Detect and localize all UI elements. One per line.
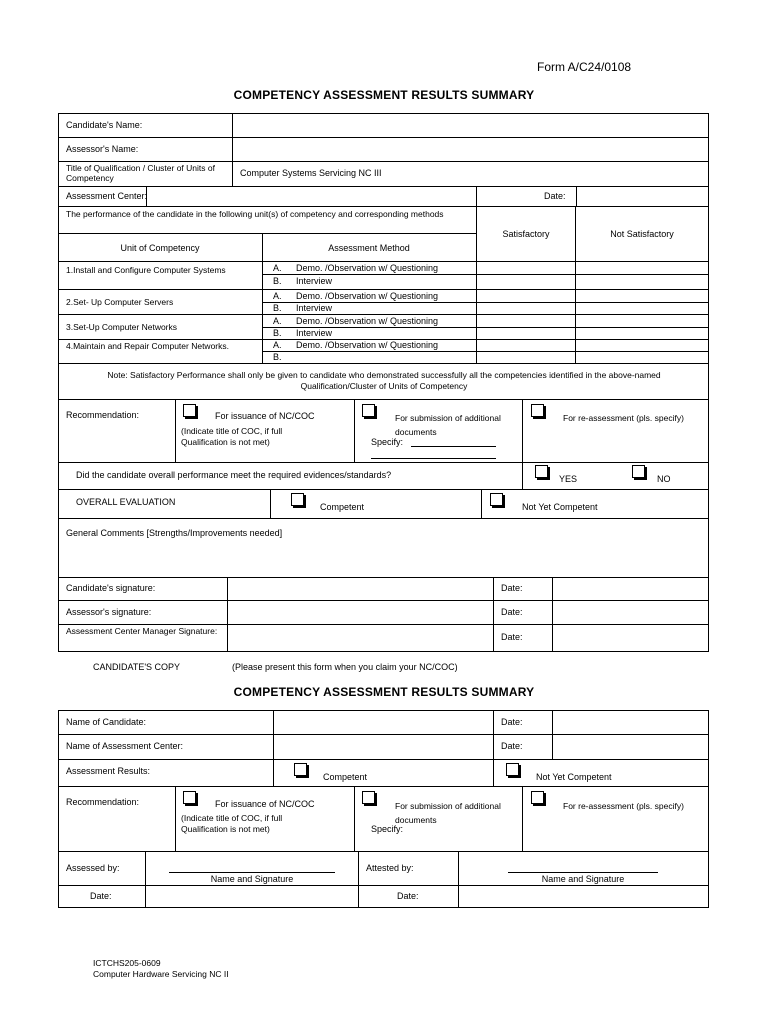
issuance-label: For issuance of NC/COC xyxy=(215,799,315,809)
name-of-center-field[interactable] xyxy=(275,736,492,758)
footer-code: ICTCHS205-0609 xyxy=(93,958,161,968)
satisfactory-note: Note: Satisfactory Performance shall only be given to candidate who demonstrated successfully all the competencies identified in the above-named Qualification/Cluster of Units of Competency xyxy=(107,370,661,391)
recommendation-label: Recommendation: xyxy=(66,797,140,807)
specify-label: Specify: xyxy=(371,824,404,834)
yes-label: YES xyxy=(559,474,578,484)
qualification-label: Title of Qualification / Cluster of Units of Competency xyxy=(66,163,215,183)
performance-text: The performance of the candidate in the following unit(s) of competency and corresponding methods xyxy=(66,209,444,219)
submission-checkbox[interactable] xyxy=(362,791,375,804)
name-and-signature-caption: Name and Signature xyxy=(210,874,294,884)
method-text: Demo. /Observation w/ Questioning xyxy=(296,291,439,301)
no-label: NO xyxy=(657,474,671,484)
date-label: Date: xyxy=(544,191,566,201)
issuance-checkbox[interactable] xyxy=(183,404,196,417)
satisfactory-header: Satisfactory xyxy=(502,229,550,239)
name-of-candidate-field[interactable] xyxy=(275,712,492,733)
date-label: Date: xyxy=(397,891,419,901)
candidate-name-label: Candidate's Name: xyxy=(66,120,143,130)
recommendation-label: Recommendation: xyxy=(66,410,140,420)
candidate-signature-label: Candidate's signature: xyxy=(66,583,156,593)
submission-checkbox[interactable] xyxy=(362,404,375,417)
no-checkbox[interactable] xyxy=(632,465,645,478)
method-letter: B. xyxy=(273,352,282,362)
unit-name: 3.Set-Up Computer Networks xyxy=(66,322,178,332)
overall-question: Did the candidate overall performance meet the required evidences/standards? xyxy=(76,470,392,480)
date-label: Date: xyxy=(90,891,112,901)
issuance-note: (Indicate title of COC, if full Qualification is not met) xyxy=(181,426,283,447)
specify-label: Specify: xyxy=(371,437,404,447)
name-of-center-label: Name of Assessment Center: xyxy=(66,741,184,751)
assessed-date-field[interactable] xyxy=(147,887,357,906)
not-yet-competent-label: Not Yet Competent xyxy=(522,502,598,512)
assessment-center-label: Assessment Center: xyxy=(66,191,148,201)
attested-date-field[interactable] xyxy=(460,887,707,906)
method-letter: B. xyxy=(273,303,282,313)
not-yet-competent-checkbox[interactable] xyxy=(506,763,519,776)
manager-signature-label: Assessment Center Manager Signature: xyxy=(66,626,218,636)
unit-name: 1.Install and Configure Computer Systems xyxy=(66,265,226,275)
assessment-results-label: Assessment Results: xyxy=(66,766,151,776)
assessor-signature-field[interactable] xyxy=(229,602,492,623)
copy-title: COMPETENCY ASSESSMENT RESULTS SUMMARY xyxy=(233,685,535,699)
method-letter: A. xyxy=(273,340,282,350)
manager-signature-field[interactable] xyxy=(229,626,492,650)
assessment-method-header: Assessment Method xyxy=(328,243,410,253)
footer-qualification: Computer Hardware Servicing NC II xyxy=(93,969,229,979)
reassessment-checkbox[interactable] xyxy=(531,791,544,804)
date-label: Date: xyxy=(501,583,523,593)
not-yet-competent-checkbox[interactable] xyxy=(490,493,503,506)
reassessment-label: For re-assessment (pls. specify) xyxy=(563,413,684,423)
attested-by-label: Attested by: xyxy=(366,863,414,873)
issuance-label: For issuance of NC/COC xyxy=(215,411,315,421)
assessor-name-label: Assessor's Name: xyxy=(66,144,139,154)
method-text: Demo. /Observation w/ Questioning xyxy=(296,263,439,273)
date-label: Date: xyxy=(501,607,523,617)
candidate-signature-field[interactable] xyxy=(229,579,492,599)
candidates-copy-note: (Please present this form when you claim your NC/COC) xyxy=(232,662,458,672)
method-letter: B. xyxy=(273,276,282,286)
name-and-signature-caption: Name and Signature xyxy=(541,874,625,884)
issuance-note: (Indicate title of COC, if full Qualification is not met) xyxy=(181,813,283,834)
competent-label: Competent xyxy=(323,772,368,782)
method-letter: A. xyxy=(273,291,282,301)
name-of-candidate-label: Name of Candidate: xyxy=(66,717,147,727)
competent-checkbox[interactable] xyxy=(294,763,307,776)
general-comments-field[interactable] xyxy=(60,542,706,575)
not-yet-competent-label: Not Yet Competent xyxy=(536,772,612,782)
unit-of-competency-header: Unit of Competency xyxy=(120,243,200,253)
date-label: Date: xyxy=(501,717,523,727)
competent-label: Competent xyxy=(320,502,365,512)
general-comments-label: General Comments [Strengths/Improvements needed] xyxy=(66,528,283,538)
method-letter: B. xyxy=(273,328,282,338)
method-text: Demo. /Observation w/ Questioning xyxy=(296,316,439,326)
assessed-by-label: Assessed by: xyxy=(66,863,120,873)
unit-name: 4.Maintain and Repair Computer Networks. xyxy=(66,341,229,351)
form-number: Form A/C24/0108 xyxy=(537,60,632,74)
overall-evaluation-label: OVERALL EVALUATION xyxy=(76,497,176,507)
reassessment-label: For re-assessment (pls. specify) xyxy=(563,801,684,811)
attested-by-signature-field[interactable] xyxy=(508,856,658,871)
date-label: Date: xyxy=(501,741,523,751)
unit-name: 2.Set- Up Computer Servers xyxy=(66,297,174,307)
candidate-name-field[interactable] xyxy=(234,115,706,136)
qualification-value: Computer Systems Servicing NC III xyxy=(240,168,382,178)
submission-label: For submission of additional documents xyxy=(395,413,501,437)
yes-checkbox[interactable] xyxy=(535,465,548,478)
method-letter: A. xyxy=(273,316,282,326)
assessor-signature-label: Assessor's signature: xyxy=(66,607,152,617)
page-title: COMPETENCY ASSESSMENT RESULTS SUMMARY xyxy=(233,88,535,102)
candidates-copy-label: CANDIDATE'S COPY xyxy=(93,662,181,672)
method-text: Interview xyxy=(296,276,333,286)
method-letter: A. xyxy=(273,263,282,273)
submission-label: For submission of additional documents xyxy=(395,801,501,825)
competent-checkbox[interactable] xyxy=(291,493,304,506)
assessed-by-signature-field[interactable] xyxy=(169,856,335,871)
method-text: Interview xyxy=(296,328,333,338)
not-satisfactory-header: Not Satisfactory xyxy=(610,229,674,239)
reassessment-checkbox[interactable] xyxy=(531,404,544,417)
date-label: Date: xyxy=(501,632,523,642)
issuance-checkbox[interactable] xyxy=(183,791,196,804)
method-text: Interview xyxy=(296,303,333,313)
method-text: Demo. /Observation w/ Questioning xyxy=(296,340,439,350)
assessor-name-field[interactable] xyxy=(234,139,706,160)
